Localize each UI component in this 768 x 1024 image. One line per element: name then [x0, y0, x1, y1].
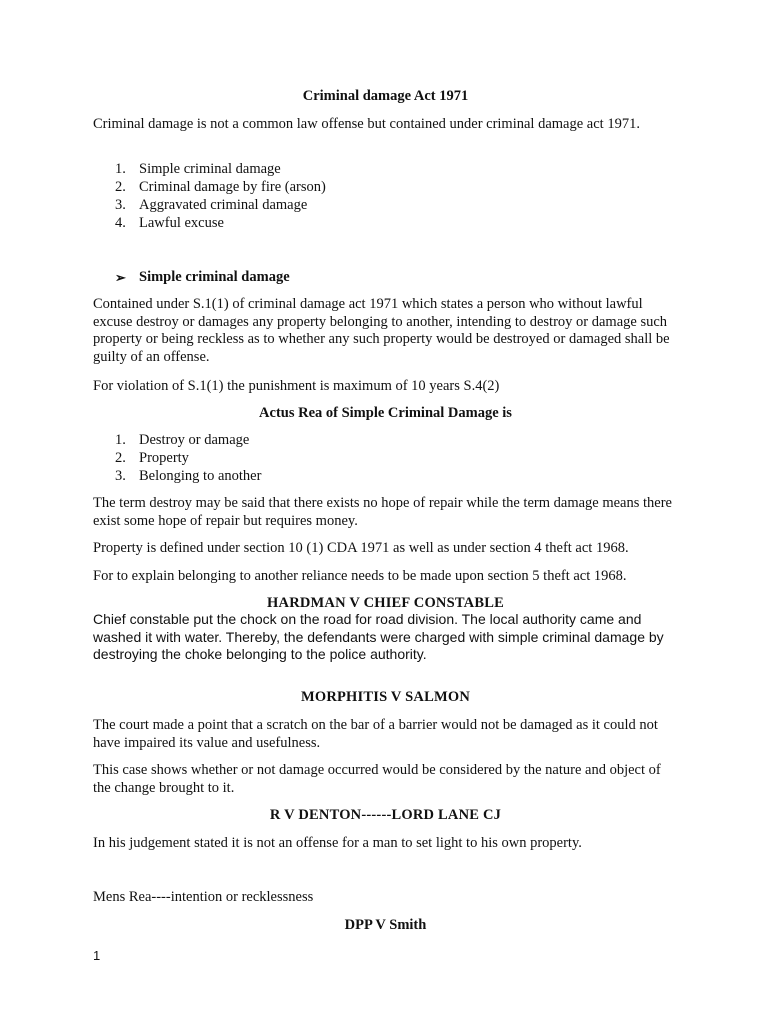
case-heading-dpp: DPP V Smith — [344, 917, 427, 933]
case-heading-denton: R V DENTON------LORD LANE CJ — [269, 807, 502, 823]
case-text-hardman: Chief constable put the chock on the road for road division. The local authority came and washed it with water. Thereby, the defendants were charged with simple criminal damage by destroying the choke belonging to the police authority. — [93, 611, 664, 662]
case-heading-hardman: HARDMAN V CHIEF CONSTABLE — [267, 595, 504, 611]
section-paragraph: Contained under S.1(1) of criminal damage act 1971 which states a person who without lawful excuse destroy or damages any property belonging to another, intending to destroy or damage such property or being reckless as to whether any such property would be destroyed or damaged shall be guilty of an offense. — [93, 296, 670, 365]
offense-list — [93, 160, 678, 232]
actus-list — [93, 431, 678, 485]
list-item: 2. Property — [115, 450, 189, 466]
page-number: 1 — [93, 948, 101, 963]
section-heading — [93, 269, 678, 287]
case-text-denton: In his judgement stated it is not an offense for a man to set light to his own property. — [93, 835, 582, 851]
case-heading-morphitis: MORPHITIS V SALMON — [300, 689, 471, 705]
list-item: 1. Simple criminal damage — [115, 161, 281, 177]
case-text-morphitis-1: The court made a point that a scratch on the bar of a barrier would not be damaged as it could not have impaired its value and usefulness. — [93, 717, 658, 751]
punishment-paragraph: For violation of S.1(1) the punishment is maximum of 10 years S.4(2) — [93, 378, 500, 394]
list-item: 3. Belonging to another — [115, 468, 262, 484]
arrow-bullet-icon: ➢ — [115, 270, 126, 285]
mens-rea-line: Mens Rea----intention or recklessness — [93, 889, 314, 905]
belonging-paragraph: For to explain belonging to another reliance needs to be made upon section 5 theft act 1968. — [93, 568, 627, 584]
actus-heading: Actus Rea of Simple Criminal Damage is — [259, 405, 512, 421]
property-paragraph: Property is defined under section 10 (1) CDA 1971 as well as under section 4 theft act 1968. — [93, 540, 629, 556]
section-heading-text: Simple criminal damage — [139, 269, 290, 285]
destroy-paragraph: The term destroy may be said that there exists no hope of repair while the term damage means there exist some hope of repair but requires money. — [93, 495, 672, 529]
document-title: Criminal damage Act 1971 — [302, 88, 469, 104]
list-item: 4. Lawful excuse — [115, 215, 224, 231]
list-item: 3. Aggravated criminal damage — [115, 197, 308, 213]
case-text-morphitis-2: This case shows whether or not damage occurred would be considered by the nature and object of the change brought to it. — [93, 762, 661, 796]
intro-paragraph: Criminal damage is not a common law offense but contained under criminal damage act 1971. — [93, 116, 640, 132]
list-item: 2. Criminal damage by fire (arson) — [115, 179, 326, 195]
list-item: 1. Destroy or damage — [115, 432, 250, 448]
